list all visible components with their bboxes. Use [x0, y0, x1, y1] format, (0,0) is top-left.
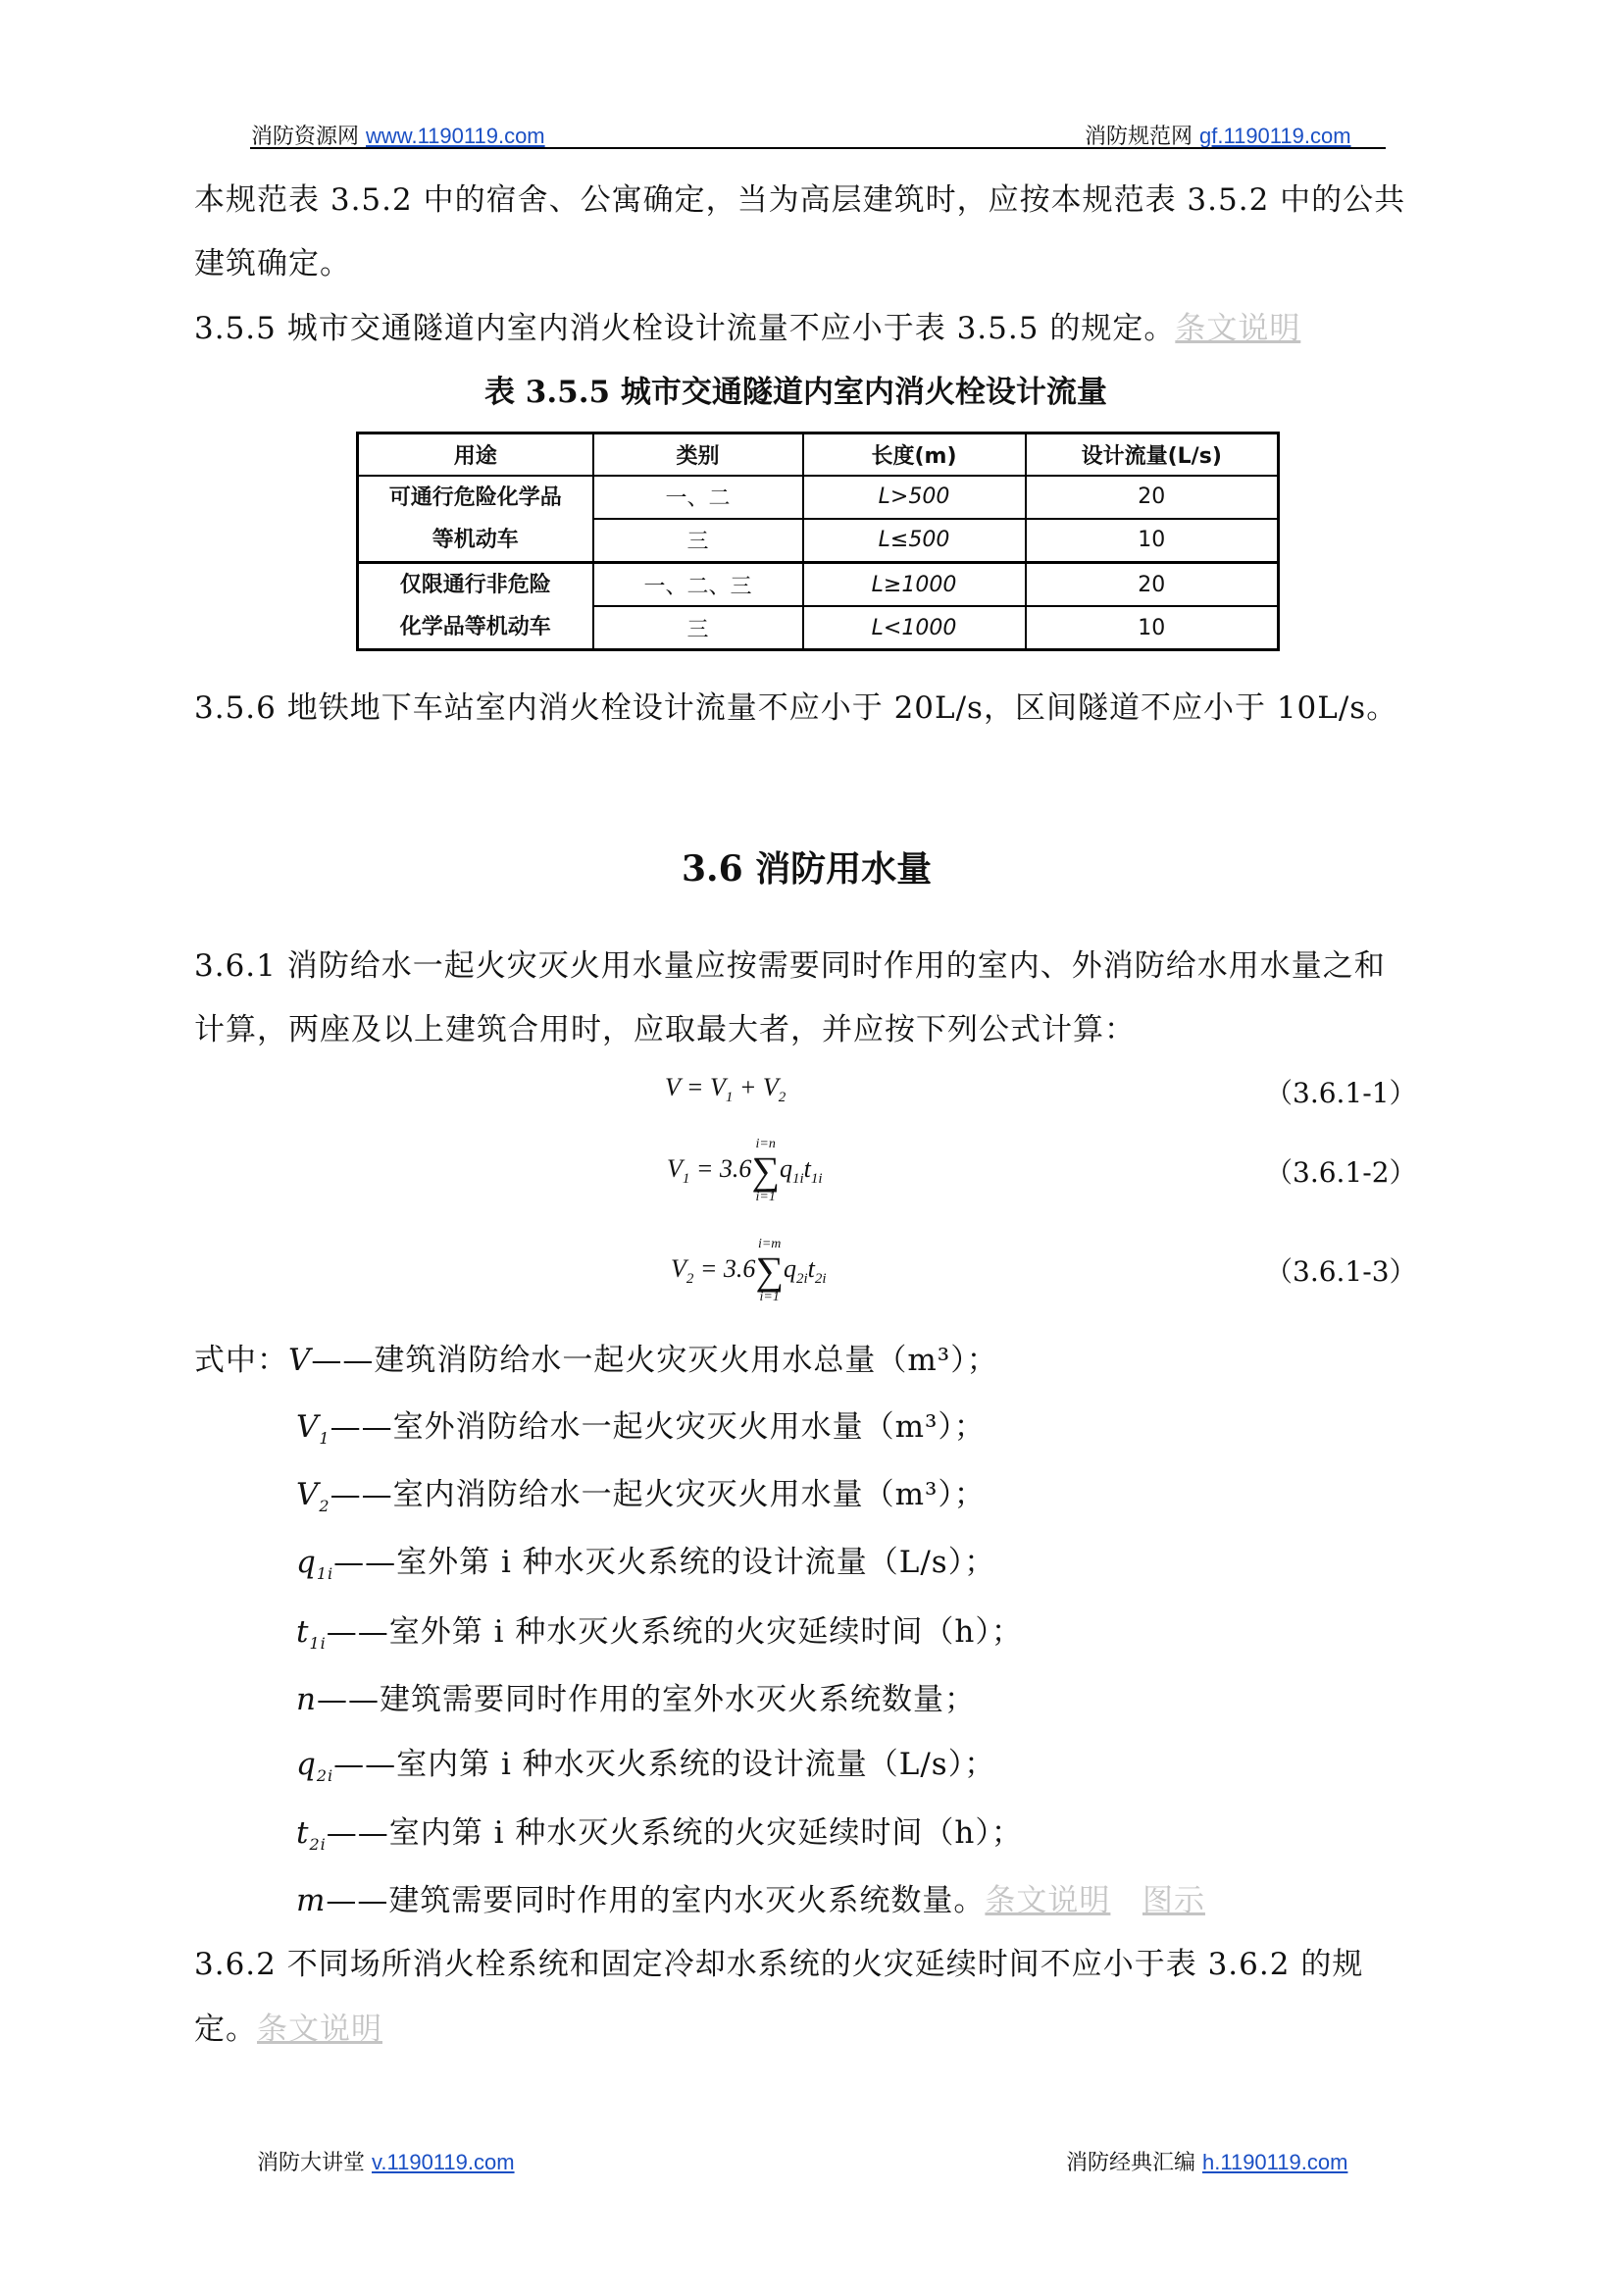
col-header: 设计流量(L/s)	[1026, 433, 1279, 477]
symbol: V	[288, 1343, 312, 1378]
flow-cell: 20	[1026, 563, 1279, 607]
definition	[296, 1875, 1205, 1919]
explain-link[interactable]: 条文说明	[1175, 311, 1301, 346]
explain-link[interactable]: 条文说明	[257, 2012, 382, 2047]
flow-cell: 10	[1026, 519, 1279, 563]
clause-text: 定。	[194, 2012, 257, 2047]
paragraph: 本规范表 3.5.2 中的宿舍、公寓确定，当为高层建筑时，应按本规范表 3.5.2 中的公共	[194, 182, 1406, 218]
definition-text: ——建筑需要同时作用的室外水灭火系统数量；	[316, 1682, 976, 1717]
formula-3: $V_2 = 3.6$ i=m ∑ i=1 $q_{2i}t_{2i}$	[671, 1237, 827, 1304]
length-cell: L>500	[803, 476, 1026, 519]
clause-text: 3.5.5 城市交通隧道内室内消火栓设计流量不应小于表 3.5.5 的规定。	[194, 311, 1176, 346]
table-row	[358, 476, 1279, 519]
table-row	[358, 563, 1279, 607]
length-cell: L≥1000	[803, 563, 1026, 607]
footer-site-name: 消防大讲堂	[257, 2151, 366, 2175]
footer-site-name: 消防经典汇编	[1066, 2151, 1196, 2175]
formula-2: $V_1 = 3.6$ i=n ∑ i=1 $q_{1i}t_{1i}$	[667, 1137, 823, 1204]
footer-left	[257, 2146, 515, 2176]
definition-text: ——建筑消防给水一起火灾灭火用水总量（m³）；	[311, 1343, 998, 1378]
clause-3-5-6: 3.5.6 地铁地下车站室内消火栓设计流量不应小于 20L/s，区间隧道不应小于 10L/s。	[194, 690, 1398, 726]
header-right-link[interactable]: gf.1190119.com	[1199, 124, 1351, 148]
definition	[296, 1739, 995, 1785]
use-cell	[358, 563, 593, 650]
col-header: 类别	[593, 433, 803, 477]
footer-right	[1066, 2146, 1347, 2176]
clause-3-5-5	[194, 303, 1300, 347]
col-header: 用途	[358, 433, 593, 477]
clause-3-6-1: 3.6.1 消防给水一起火灾灭火用水量应按需要同时作用的室内、外消防给水用水量之和	[194, 948, 1386, 984]
equation-number: （3.6.1-2）	[1265, 1156, 1417, 1189]
table-title: 表 3.5.5 城市交通隧道内室内消火栓设计流量	[484, 375, 1107, 410]
definition-text: ——室外第 i 种水灭火系统的设计流量（L/s）；	[333, 1545, 996, 1580]
header-left-link[interactable]: www.1190119.com	[366, 124, 545, 148]
symbol: m	[296, 1883, 327, 1918]
definition	[296, 1469, 986, 1515]
paragraph	[194, 2004, 382, 2048]
explain-link[interactable]: 条文说明	[985, 1883, 1111, 1918]
definition-text: ——室内第 i 种水灭火系统的设计流量（L/s）；	[333, 1747, 996, 1782]
footer-right-link[interactable]: h.1190119.com	[1202, 2150, 1348, 2174]
use-text: 可通行危险化学品	[388, 485, 562, 510]
symbol: $V_2$	[296, 1477, 330, 1516]
footer-left-link[interactable]: v.1190119.com	[372, 2150, 515, 2174]
definition	[296, 1606, 1023, 1653]
definition-text: ——室内消防给水一起火灾灭火用水量（m³）；	[330, 1477, 986, 1512]
symbol: $q_{2i}$	[296, 1747, 334, 1786]
class-cell: 一、二	[593, 476, 803, 519]
use-text: 化学品等机动车	[399, 615, 551, 639]
equation-number: （3.6.1-3）	[1265, 1255, 1417, 1288]
symbol: $t_{2i}$	[296, 1815, 327, 1855]
flow-cell: 20	[1026, 476, 1279, 519]
definition	[296, 1402, 986, 1448]
definition	[194, 1335, 998, 1379]
flow-table	[356, 432, 1280, 651]
section-heading: 3.6 消防用水量	[682, 848, 933, 890]
header-left	[251, 120, 545, 150]
class-cell: 三	[593, 519, 803, 563]
use-text: 等机动车	[431, 528, 519, 552]
col-header: 长度(m)	[803, 433, 1026, 477]
definition	[296, 1674, 976, 1718]
length-cell: L≤500	[803, 519, 1026, 563]
definition-text: ——建筑需要同时作用的室内水灭火系统数量。	[326, 1883, 986, 1918]
flow-cell: 10	[1026, 606, 1279, 650]
class-cell: 一、二、三	[593, 563, 803, 607]
header-site-name: 消防规范网	[1085, 125, 1193, 149]
symbol: $q_{1i}$	[296, 1545, 334, 1584]
definition-text: ——室外第 i 种水灭火系统的火灾延续时间（h）；	[326, 1614, 1023, 1650]
symbol: $t_{1i}$	[296, 1614, 327, 1654]
where-label: 式中：	[194, 1343, 288, 1378]
table-header-row	[358, 433, 1279, 477]
formula-1: $V = V_1 + V_2$	[665, 1073, 787, 1106]
equation-number: （3.6.1-1）	[1265, 1077, 1417, 1109]
symbol: n	[296, 1682, 317, 1717]
clause-3-6-2: 3.6.2 不同场所消火栓系统和固定冷却水系统的火灾延续时间不应小于表 3.6.2 的规	[194, 1947, 1364, 1982]
definition	[296, 1537, 995, 1583]
header-divider	[250, 147, 1386, 149]
paragraph: 建筑确定。	[194, 246, 351, 281]
definition-text: ——室内第 i 种水灭火系统的火灾延续时间（h）；	[326, 1815, 1023, 1851]
header-site-name: 消防资源网	[251, 125, 360, 149]
header-right	[1085, 120, 1351, 150]
symbol: $V_1$	[296, 1409, 330, 1449]
definition-text: ——室外消防给水一起火灾灭火用水量（m³）；	[330, 1409, 986, 1445]
paragraph: 计算，两座及以上建筑合用时，应取最大者，并应按下列公式计算：	[194, 1012, 1136, 1047]
definition	[296, 1808, 1023, 1854]
class-cell: 三	[593, 606, 803, 650]
figure-link[interactable]: 图示	[1142, 1883, 1205, 1918]
use-text: 仅限通行非危险	[399, 573, 551, 597]
length-cell: L<1000	[803, 606, 1026, 650]
use-cell	[358, 476, 593, 563]
